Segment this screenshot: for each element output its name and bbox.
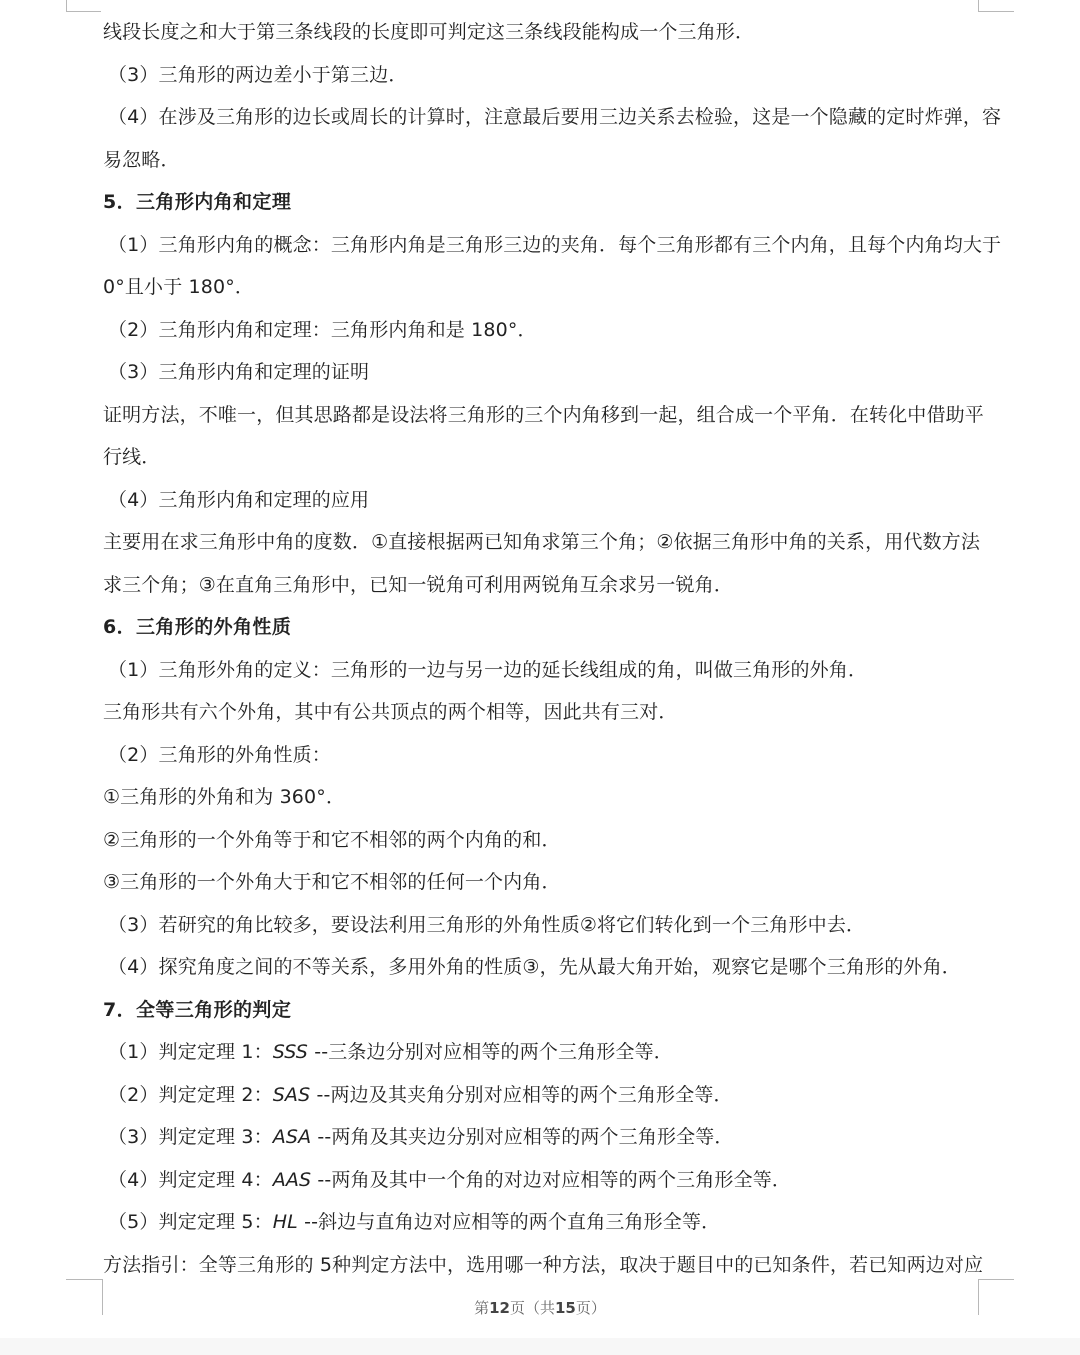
- crop-mark-top-left-h: [66, 11, 101, 12]
- theorem-abbreviation: ASA: [272, 1126, 312, 1148]
- line-text: 行线．: [103, 446, 161, 468]
- text-line: [103, 96, 1002, 139]
- line-text: （2）判定定理 2：: [108, 1083, 273, 1106]
- line-text: （5）判定定理 5：: [108, 1211, 273, 1233]
- crop-mark-bottom-left-h: [66, 1279, 102, 1280]
- line-text: （4）在涉及三角形的边长或周长的计算时，注意最后要用三边关系去检验，这是一个隐藏的定时炸弹，容: [108, 106, 1002, 128]
- text-line: [103, 819, 983, 862]
- text-line: [103, 1244, 983, 1287]
- line-text: ②三角形的一个外角等于和它不相邻的两个内角的和．: [103, 828, 561, 851]
- line-text: （3）判定定理 3：: [108, 1126, 273, 1148]
- line-text: （3）三角形的两边差小于第三边．: [108, 63, 408, 86]
- text-line: [103, 521, 983, 564]
- document-body: [103, 11, 1002, 1286]
- line-text: （2）三角形的外角性质：: [108, 743, 331, 766]
- footer-prefix: 第: [474, 1299, 490, 1317]
- line-text: 证明方法，不唯一，但其思路都是设法将三角形的三个内角移到一起，组合成一个平角．在转化中借助平: [103, 403, 984, 426]
- text-line: [103, 54, 983, 97]
- section-heading: [103, 181, 983, 224]
- theorem-description: --两边及其夹角分别对应相等的两个三角形全等．: [310, 1083, 733, 1106]
- line-text: 7．全等三角形的判定: [103, 998, 292, 1021]
- line-text: 方法指引：全等三角形的 5种判定方法中，选用哪一种方法，取决于题目中的已知条件，若已知两边对应: [103, 1253, 984, 1276]
- text-line: [103, 1031, 983, 1074]
- line-text: 5．三角形内角和定理: [103, 191, 292, 213]
- line-text: （1）判定定理 1：: [108, 1041, 273, 1063]
- line-text: 线段长度之和大于第三条线段的长度即可判定这三条线段能构成一个三角形．: [103, 21, 755, 43]
- theorem-description: --斜边与直角边对应相等的两个直角三角形全等．: [297, 1211, 721, 1233]
- line-text: ③三角形的一个外角大于和它不相邻的任何一个内角．: [103, 871, 561, 893]
- text-line: [103, 139, 983, 182]
- text-line: [103, 734, 983, 777]
- text-line: [103, 266, 983, 309]
- line-text: 主要用在求三角形中角的度数．①直接根据两已知角求第三个角；②依据三角形中角的关系，用代数方法: [103, 531, 980, 553]
- theorem-description: --两角及其夹边分别对应相等的两个三角形全等．: [311, 1126, 734, 1148]
- page-footer: [0, 1297, 1080, 1318]
- crop-mark-bottom-right-h: [978, 1279, 1014, 1280]
- text-line: [103, 309, 983, 352]
- line-text: （2）三角形内角和定理：三角形内角和是 180°．: [108, 318, 537, 341]
- line-text: 求三个角；③在直角三角形中，已知一锐角可利用两锐角互余求另一锐角．: [103, 573, 733, 596]
- text-line: [103, 564, 983, 607]
- text-line: [103, 861, 983, 904]
- line-text: （4）判定定理 4：: [108, 1168, 273, 1191]
- footer-total-pages: 15: [555, 1299, 576, 1317]
- line-text: （4）探究角度之间的不等关系，多用外角的性质③，先从最大角开始，观察它是哪个三角形的外角．: [108, 956, 961, 978]
- text-line: [103, 691, 983, 734]
- text-line: [103, 11, 983, 54]
- theorem-description: --三条边分别对应相等的两个三角形全等．: [308, 1041, 673, 1063]
- footer-suffix: 页）: [575, 1299, 606, 1317]
- theorem-abbreviation: SSS: [272, 1041, 308, 1063]
- line-text: （3）三角形内角和定理的证明: [108, 361, 370, 383]
- line-text: （1）三角形内角的概念：三角形内角是三角形三边的夹角．每个三角形都有三个内角，且每个内角均大于: [108, 233, 1002, 256]
- text-line: [103, 1201, 983, 1244]
- section-heading: [103, 606, 983, 649]
- footer-page-number: 12: [489, 1299, 510, 1317]
- line-text: 6．三角形的外角性质: [103, 616, 292, 638]
- text-line: [103, 904, 983, 947]
- line-text: ①三角形的外角和为 360°．: [103, 786, 346, 808]
- line-text: （3）若研究的角比较多，要设法利用三角形的外角性质②将它们转化到一个三角形中去．: [108, 913, 866, 936]
- text-line: [103, 394, 983, 437]
- text-line: [103, 224, 1002, 267]
- text-line: [103, 1074, 983, 1117]
- text-line: [103, 649, 983, 692]
- text-line: [103, 946, 983, 989]
- line-text: 0°且小于 180°．: [103, 276, 255, 298]
- theorem-description: --两角及其中一个角的对边对应相等的两个三角形全等．: [311, 1168, 792, 1191]
- crop-mark-top-right-h: [979, 11, 1014, 12]
- text-line: [103, 351, 983, 394]
- footer-middle: 页（共: [509, 1299, 555, 1317]
- text-line: [103, 1116, 983, 1159]
- text-line: [103, 479, 983, 522]
- line-text: （1）三角形外角的定义：三角形的一边与另一边的延长线组成的角，叫做三角形的外角．: [108, 658, 868, 681]
- text-line: [103, 776, 983, 819]
- page-bottom-edge: [0, 1338, 1080, 1355]
- text-line: [103, 436, 983, 479]
- line-text: 三角形共有六个外角，其中有公共顶点的两个相等，因此共有三对．: [103, 701, 678, 723]
- line-text: 易忽略．: [103, 148, 180, 171]
- line-text: （4）三角形内角和定理的应用: [108, 488, 370, 511]
- theorem-abbreviation: SAS: [272, 1083, 311, 1106]
- theorem-abbreviation: AAS: [272, 1168, 312, 1191]
- section-heading: [103, 989, 983, 1032]
- theorem-abbreviation: HL: [272, 1211, 298, 1233]
- text-line: [103, 1159, 983, 1202]
